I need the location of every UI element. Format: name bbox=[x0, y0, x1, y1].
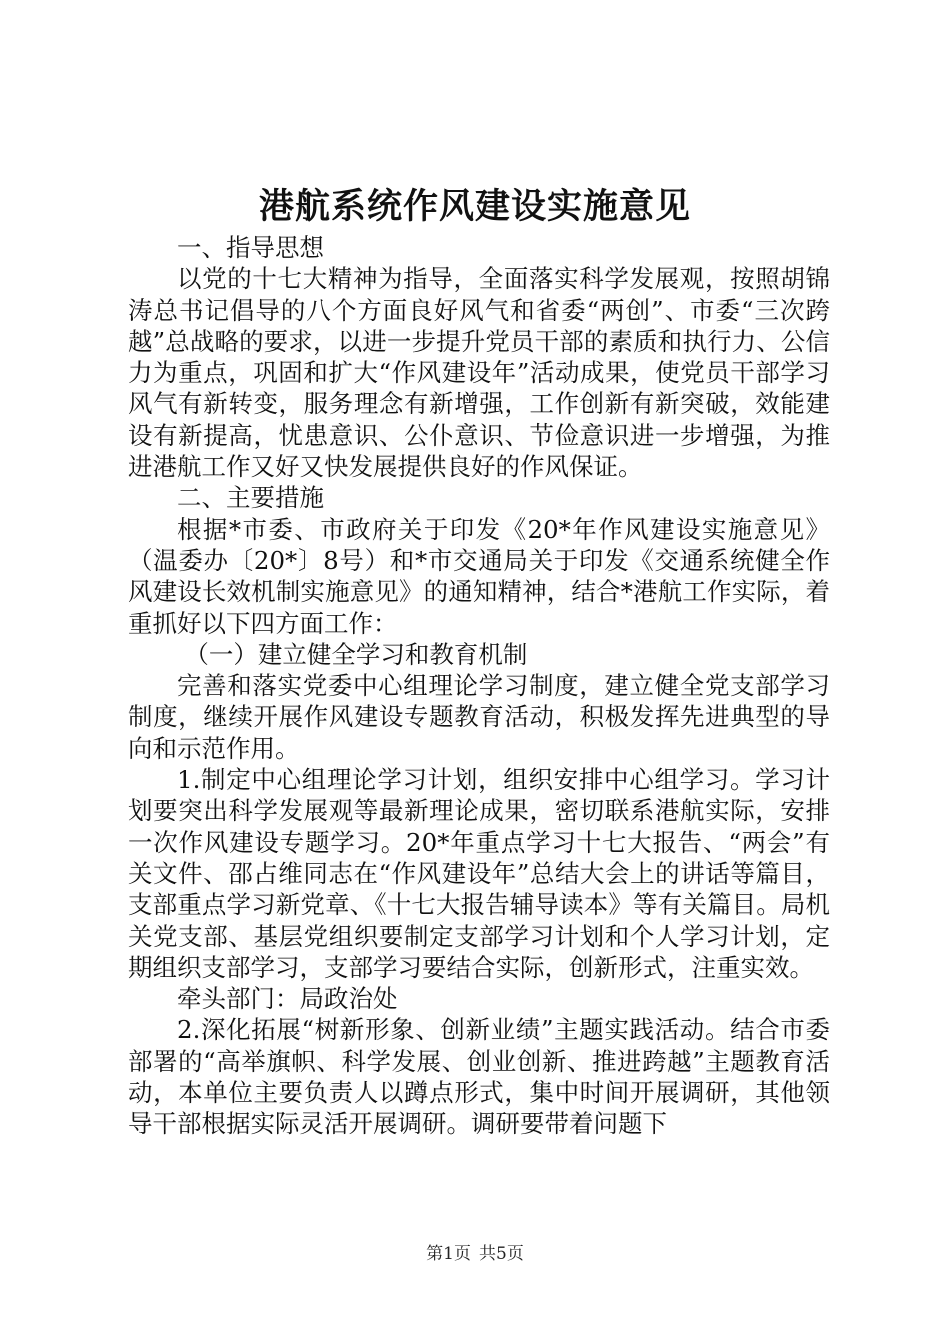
document-title: 港航系统作风建设实施意见 bbox=[258, 186, 691, 227]
document-body bbox=[128, 232, 830, 1140]
page-footer bbox=[0, 1242, 950, 1266]
body-paragraph: 2.深化拓展“树新形象、创新业绩”主题实践活动。结合市委部署的“高举旗帜、科学发展、创业创新、推进跨越”主题教育活动，本单位主要负责人以蹲点形式，集中时间开展调研，其他领导干部根据实际灵活开展调研。调研要带着问题下 bbox=[128, 1015, 830, 1139]
body-paragraph: 根据*市委、市政府关于印发《20*年作风建设实施意见》（温委办〔20*〕8号）和*市交通局关于印发《交通系统健全作风建设长效机制实施意见》的通知精神，结合*港航工作实际，着重抓好以下四方面工作： bbox=[128, 514, 830, 638]
page-total: 共5页 bbox=[479, 1244, 524, 1264]
body-paragraph: 完善和落实党委中心组理论学习制度，建立健全党支部学习制度，继续开展作风建设专题教育活动，积极发挥先进典型的导向和示范作用。 bbox=[128, 671, 830, 763]
lead-department: 牵头部门：局政治处 bbox=[177, 984, 398, 1014]
section-heading: 一、指导思想 bbox=[177, 233, 324, 262]
body-paragraph: 以党的十七大精神为指导，全面落实科学发展观，按照胡锦涛总书记倡导的八个方面良好风气和省委“两创”、市委“三次跨越”总战略的要求，以进一步提升党员干部的素质和执行力、公信力为重点，巩固和扩大“作风建设年”活动成果，使党员干部学习风气有新转变，服务理念有新增强，工作创新有新突破，效能建设有新提高，忧患意识、公仆意识、节俭意识进一步增强，为推进港航工作又好又快发展提供良好的作风保证。 bbox=[128, 264, 830, 482]
page-number: 第1页 bbox=[426, 1244, 471, 1264]
subsection-heading: （一）建立健全学习和教育机制 bbox=[184, 639, 528, 669]
section-heading: 二、主要措施 bbox=[177, 483, 324, 513]
body-paragraph: 1.制定中心组理论学习计划，组织安排中心组学习。学习计划要突出科学发展观等最新理论成果，密切联系港航实际，安排一次作风建设专题学习。20*年重点学习十七大报告、“两会”有关文件、邵占维同志在“作风建设年”总结大会上的讲话等篇目，支部重点学习新党章、《十七大报告辅导读本》等有关篇目。局机关党支部、基层党组织要制定支部学习计划和个人学习计划，定期组织支部学习，支部学习要结合实际，创新形式，注重实效。 bbox=[128, 765, 830, 982]
